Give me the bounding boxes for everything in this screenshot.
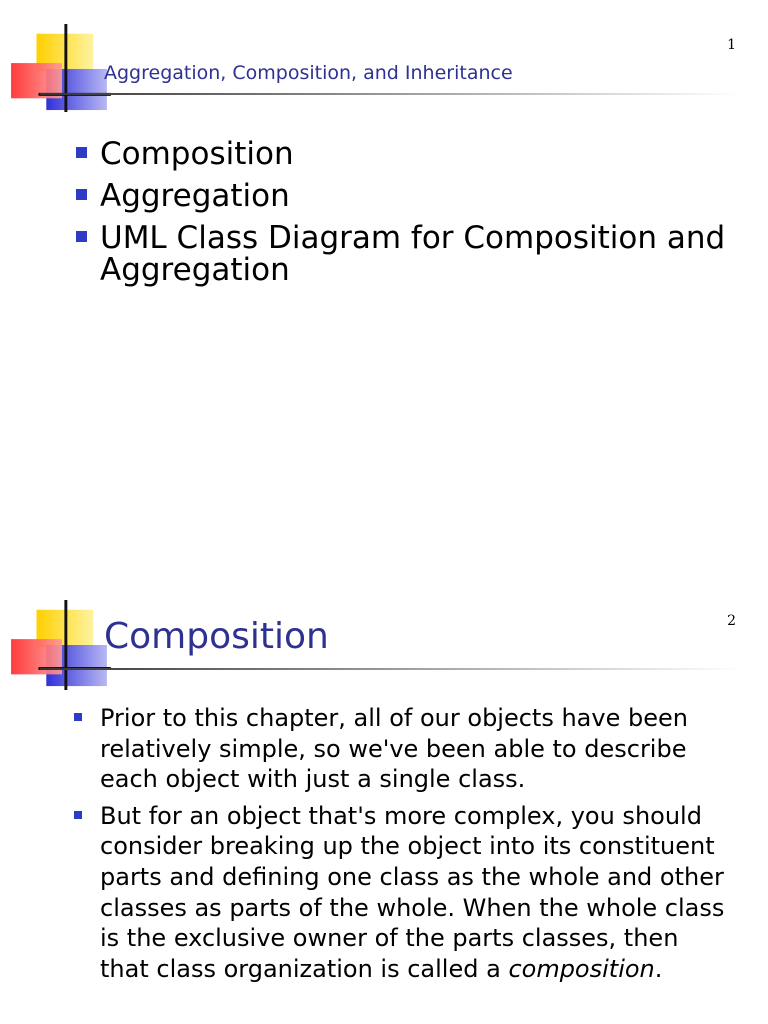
list-item: But for an object that's more complex, you should consider breaking up the object into its constituent parts and defining one class as the whole and other classes as parts of the whole. When the whole class is the exclusive owner of the parts classes, then that class organization is called a composition.	[72, 801, 732, 985]
bullet-list	[72, 138, 752, 296]
bullet-list	[72, 703, 732, 990]
list-item: Composition	[72, 138, 752, 170]
square-bullet-icon	[76, 189, 87, 200]
slide-title: Composition	[104, 616, 329, 657]
square-bullet-icon	[74, 713, 82, 721]
list-item: Prior to this chapter, all of our objects have been relatively simple, so we've been able to describe each object with just a single class.	[72, 703, 732, 795]
slide-title: Aggregation, Composition, and Inheritance	[104, 62, 513, 84]
slide-logo-icon	[0, 600, 120, 690]
emphasized-term: composition	[508, 954, 655, 983]
list-item: Aggregation	[72, 180, 752, 212]
title-rule	[40, 93, 740, 95]
slide-number: 1	[727, 37, 736, 53]
list-item: UML Class Diagram for Composition and Aggregation	[72, 222, 752, 286]
slide-number: 2	[727, 613, 736, 629]
slide-2	[0, 578, 768, 1024]
square-bullet-icon	[76, 147, 87, 158]
slide-logo-icon	[0, 22, 120, 112]
square-bullet-icon	[76, 231, 87, 242]
title-rule	[40, 668, 740, 670]
square-bullet-icon	[74, 811, 82, 819]
